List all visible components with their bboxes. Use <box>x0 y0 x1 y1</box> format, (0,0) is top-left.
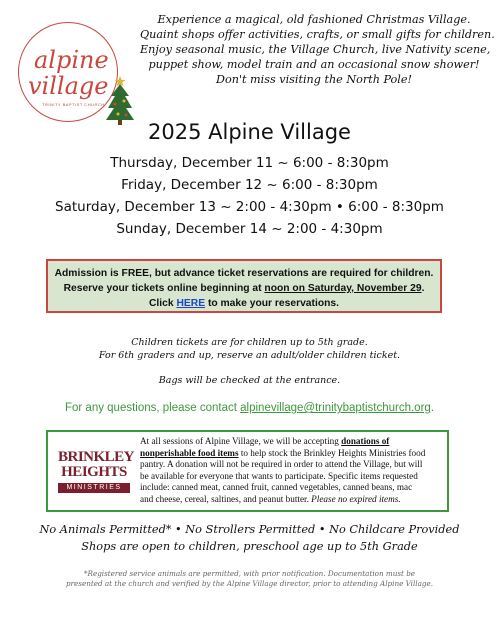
policies <box>0 521 499 555</box>
footnote <box>0 569 499 589</box>
admission-text: . <box>421 283 425 294</box>
intro-line: puppet show, model train and an occasional snow shower! <box>148 58 480 71</box>
contact-text: . <box>430 402 435 414</box>
brinkley-logo-line3: MINISTRIES <box>58 483 130 493</box>
logo-word-village: village <box>28 72 109 100</box>
donation-text-run: and cheese, cereal, saltines, and peanut butter. <box>140 493 312 504</box>
logo-subtitle: TRINITY BAPTIST CHURCH <box>42 102 105 107</box>
intro-line: Don't miss visiting the North Pole! <box>216 73 412 86</box>
admission-text: to make your reservations. <box>205 298 339 309</box>
donation-box <box>46 430 449 512</box>
donation-line <box>140 436 444 448</box>
donation-emphasis: donations of <box>341 436 390 446</box>
donation-line <box>140 494 444 506</box>
admission-text: Click <box>148 298 177 309</box>
schedule-line: Friday, December 12 ~ 6:00 - 8:30pm <box>121 177 378 193</box>
footnote-line: presented at the church and verified by the Alpine Village director, prior to attending Alpine Village. <box>65 579 433 588</box>
ticket-notes <box>0 337 499 362</box>
note-line: Children tickets are for children up to 5th grade. <box>131 337 368 348</box>
admission-box <box>46 259 442 313</box>
donation-line: include: canned meat, canned fruit, canned vegetables, canned beans, mac <box>140 482 413 493</box>
contact-text: For any questions, please contact <box>64 402 241 414</box>
admission-line <box>48 281 440 296</box>
logo-word-alpine: alpine <box>34 46 109 74</box>
policy-line: No Animals Permitted* • No Strollers Permitted • No Childcare Provided <box>39 523 460 536</box>
intro-line: Quaint shops offer activities, crafts, or small gifts for children. <box>140 28 495 41</box>
brinkley-logo-line1: BRINKLEY <box>58 449 135 465</box>
intro-line: Experience a magical, old fashioned Christmas Village. <box>157 13 471 26</box>
reservation-link[interactable]: HERE <box>176 298 206 309</box>
schedule-line: Sunday, December 14 ~ 2:00 - 4:30pm <box>116 221 383 237</box>
admission-line: Admission is FREE, but advance ticket reservations are required for children. <box>54 268 434 279</box>
expired-items-note: Please no expired items. <box>311 493 401 504</box>
brinkley-heights-logo <box>58 449 135 500</box>
donation-emphasis: nonperishable food items <box>140 447 239 458</box>
reservation-start-time: noon on Saturday, November 29 <box>264 283 422 294</box>
schedule-line: Thursday, December 11 ~ 6:00 - 8:30pm <box>110 155 389 171</box>
donation-text <box>140 436 444 506</box>
donation-line: be available for everyone that wants to participate. Specific items requested <box>140 470 418 481</box>
donation-text-run: At all sessions of Alpine Village, we will be accepting <box>140 436 342 446</box>
event-title: 2025 Alpine Village <box>148 120 351 144</box>
donation-text-run: to help stock the Brinkley Heights Ministries food <box>238 447 426 458</box>
donation-line <box>140 448 444 460</box>
brinkley-logo-line2: HEIGHTS <box>61 464 127 480</box>
note-line: For 6th graders and up, reserve an adult/older children ticket. <box>98 349 401 361</box>
donation-line: pantry. A donation will not be required in order to attend the Village, but will <box>140 459 423 470</box>
admission-line <box>48 296 440 311</box>
contact-email-link[interactable]: alpinevillage@trinitybaptistchurch.org <box>240 402 431 414</box>
intro-line: Enjoy seasonal music, the Village Church, live Nativity scene, <box>140 43 491 56</box>
intro-text <box>140 12 495 87</box>
alpine-village-logo <box>18 22 128 132</box>
contact-line <box>0 402 499 414</box>
policy-line: Shops are open to children, preschool age up to 5th Grade <box>81 540 418 553</box>
schedule <box>0 152 499 240</box>
schedule-line: Saturday, December 13 ~ 2:00 - 4:30pm • 6:00 - 8:30pm <box>55 199 444 215</box>
admission-text: Reserve your tickets online beginning at <box>63 283 265 294</box>
footnote-line: *Registered service animals are permitted, with prior notification. Documentation must be <box>83 569 416 578</box>
christmas-tree-icon <box>106 74 134 126</box>
bag-check-note: Bags will be checked at the entrance. <box>158 375 341 386</box>
